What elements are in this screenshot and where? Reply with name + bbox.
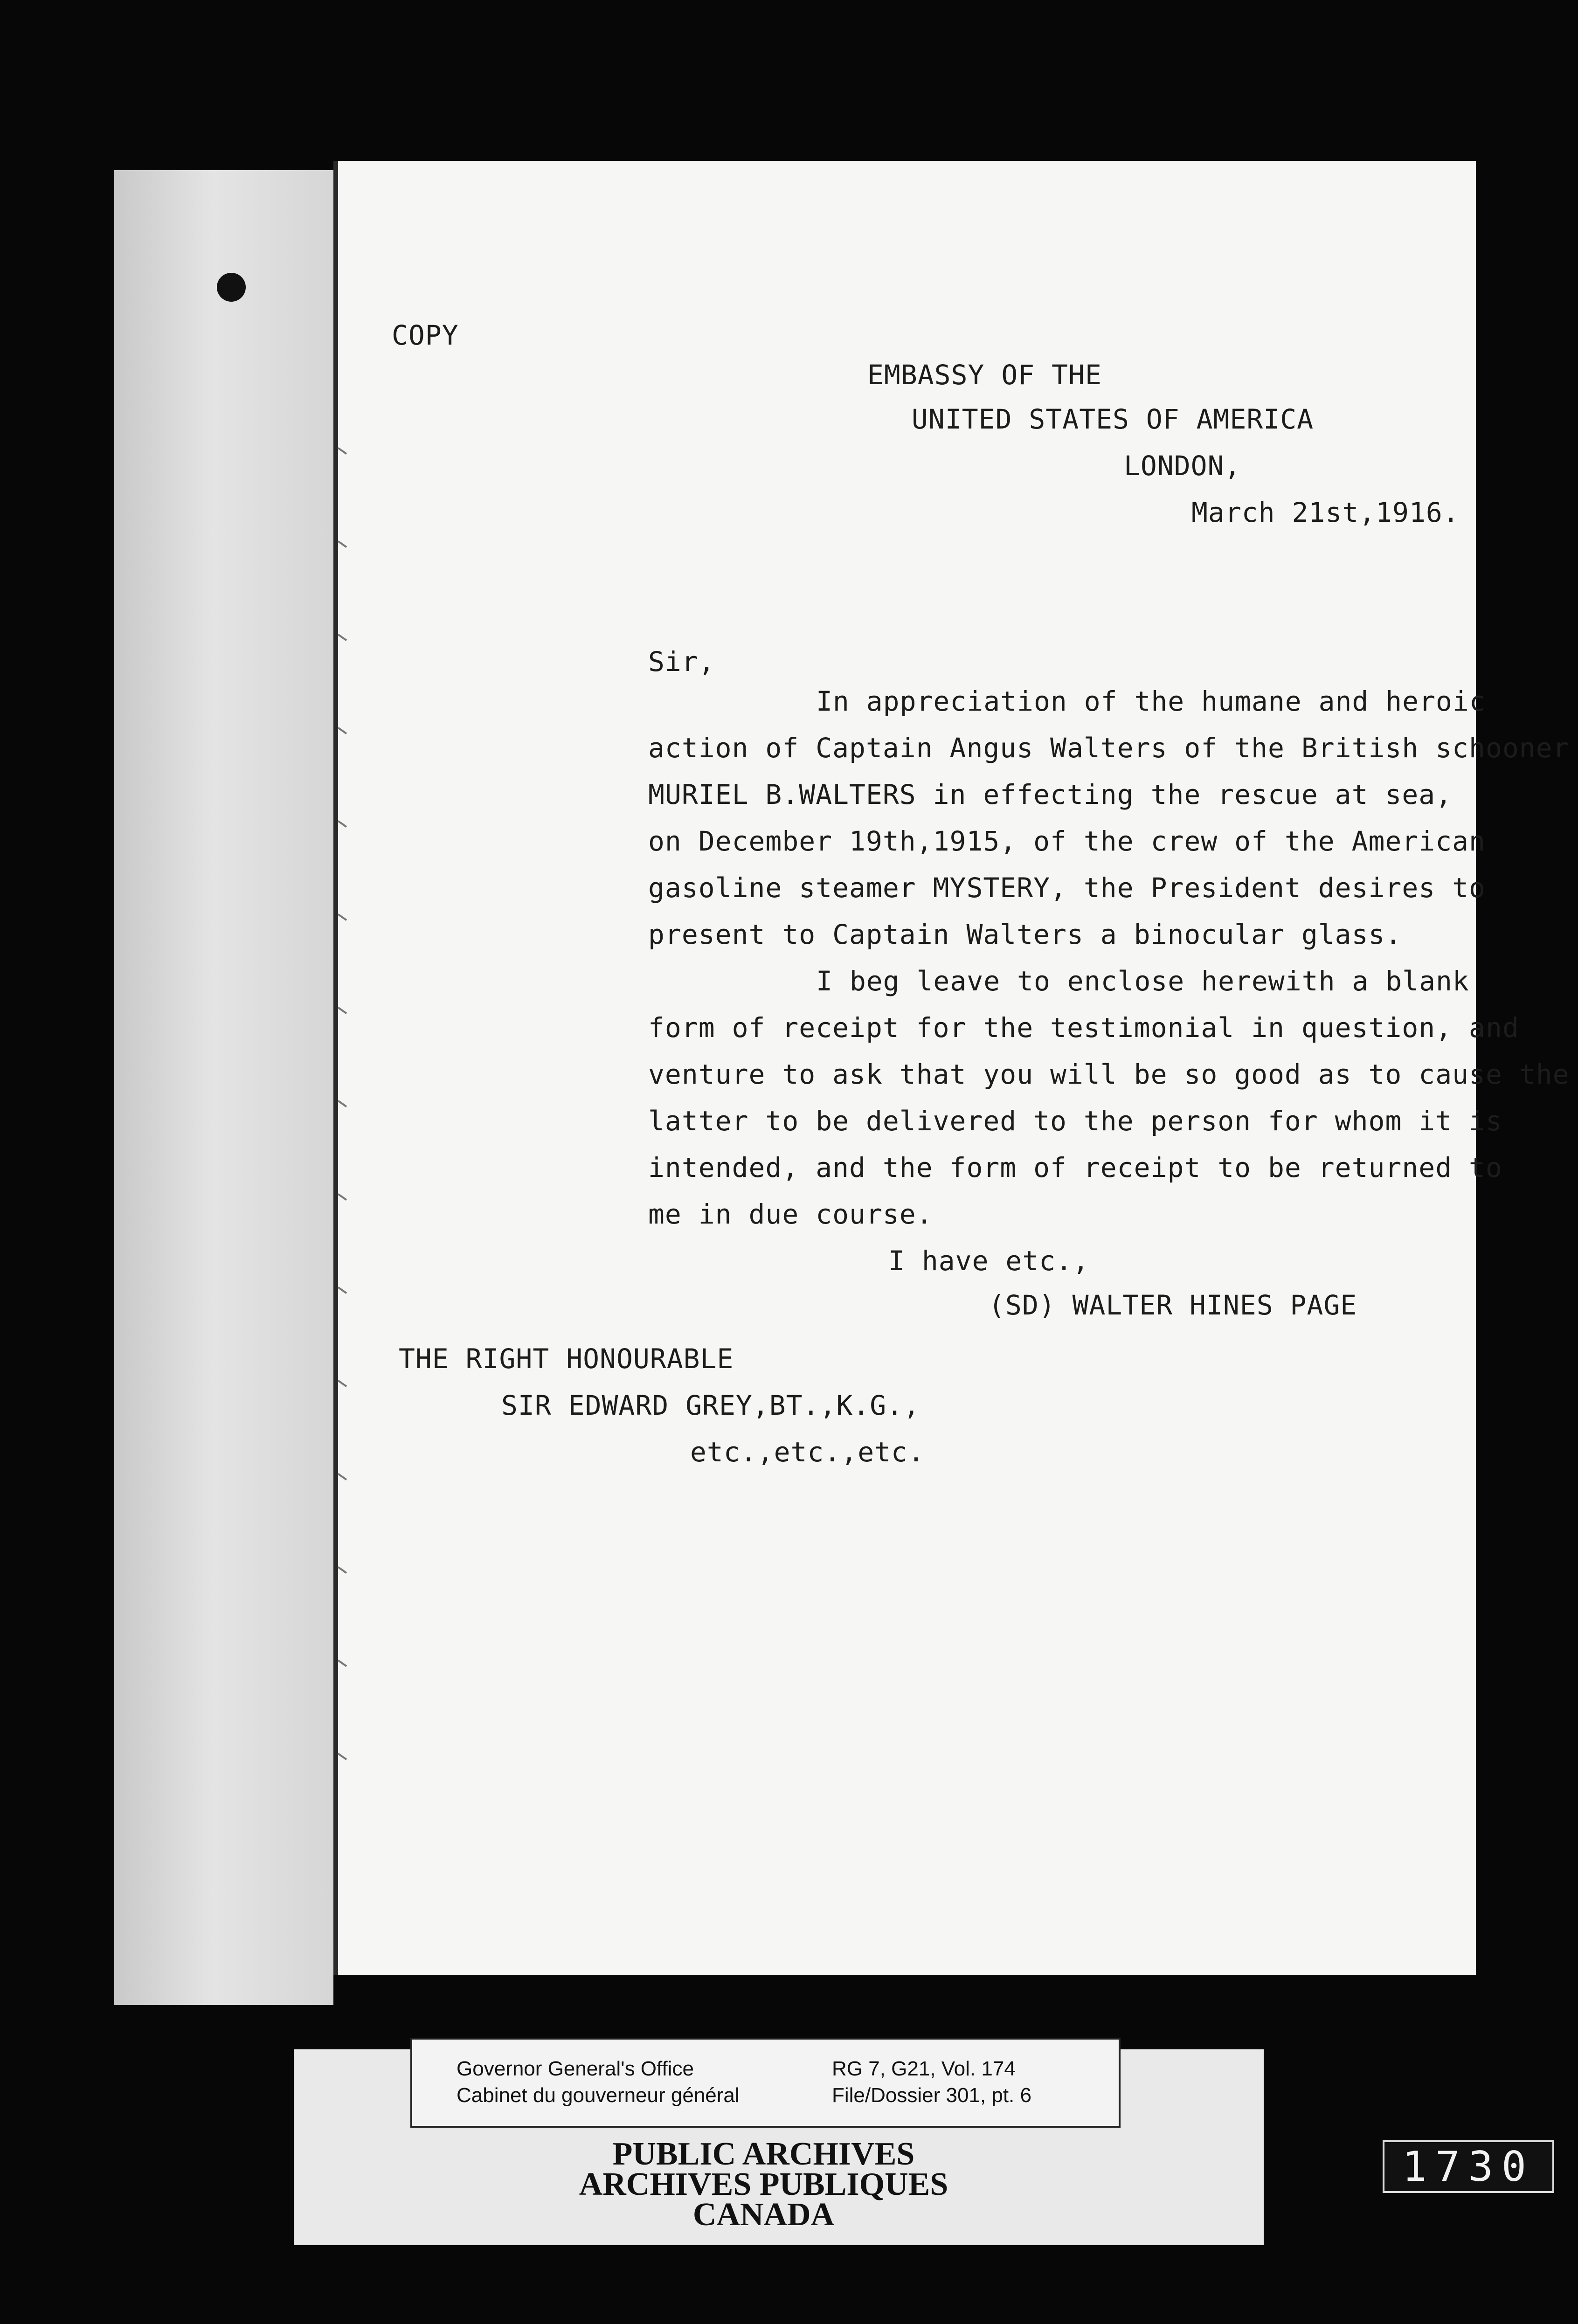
body-line: venture to ask that you will be so good as to cause the: [648, 1058, 1570, 1090]
body-line: I beg leave to enclose herewith a blank: [816, 965, 1469, 997]
frame-number: 1730: [1383, 2140, 1554, 2193]
archive-reference-label: [410, 2038, 1121, 2128]
body-line: form of receipt for the testimonial in question, and: [648, 1012, 1519, 1044]
body-line: action of Captain Angus Walters of the British schooner: [648, 732, 1570, 764]
body-line: gasoline steamer MYSTERY, the President desires to: [648, 872, 1486, 904]
body-line: In appreciation of the humane and heroic: [816, 685, 1486, 717]
addressee-line-1: THE RIGHT HONOURABLE: [399, 1343, 734, 1375]
body-line: me in due course.: [648, 1198, 933, 1230]
body-line: MURIEL B.WALTERS in effecting the rescue at sea,: [648, 779, 1453, 810]
addressee-line-3: etc.,etc.,etc.: [690, 1436, 925, 1468]
letter-date: March 21st,1916.: [1191, 497, 1460, 528]
addressee-line-2: SIR EDWARD GREY,BT.,K.G.,: [501, 1390, 920, 1421]
letterhead-line-1: EMBASSY OF THE: [867, 359, 1102, 391]
archives-heading-1: PUBLIC ARCHIVES: [612, 2136, 915, 2172]
reference-file: File/Dossier 301, pt. 6: [832, 2084, 1031, 2107]
underlying-sheet: [114, 170, 333, 2005]
signature: (SD) WALTER HINES PAGE: [989, 1289, 1357, 1321]
letterhead-line-3: LONDON,: [1124, 450, 1241, 482]
body-line: present to Captain Walters a binocular glass.: [648, 919, 1402, 950]
salutation: Sir,: [648, 646, 715, 678]
letterhead-line-2: UNITED STATES OF AMERICA: [912, 403, 1314, 435]
archives-heading-3: CANADA: [692, 2197, 835, 2233]
body-line: on December 19th,1915, of the crew of the American: [648, 825, 1486, 857]
punch-hole: [217, 273, 246, 302]
body-line: intended, and the form of receipt to be returned to: [648, 1152, 1502, 1183]
archives-heading-2: ARCHIVES PUBLIQUES: [579, 2166, 948, 2202]
closing: I have etc.,: [888, 1245, 1090, 1277]
office-english: Governor General's Office: [457, 2057, 694, 2080]
copy-mark: COPY: [392, 319, 459, 351]
reference-volume: RG 7, G21, Vol. 174: [832, 2057, 1016, 2080]
office-french: Cabinet du gouverneur général: [457, 2084, 740, 2107]
body-line: latter to be delivered to the person for whom it is: [648, 1105, 1502, 1137]
